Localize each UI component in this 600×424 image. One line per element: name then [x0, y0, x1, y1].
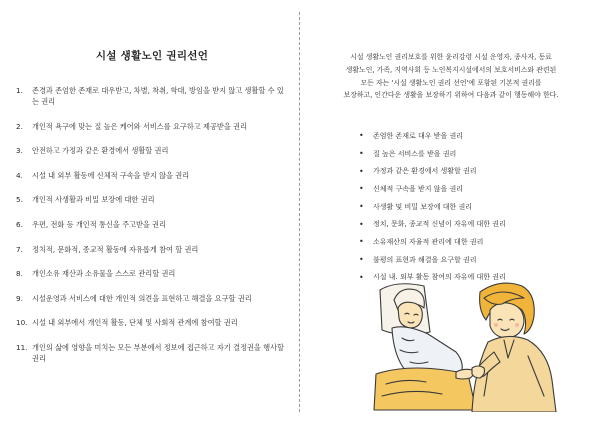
bullet-text: 소유재산의 자율적 관리에 대한 권리 — [373, 237, 484, 246]
intro-line: 보장하고, 인간다운 생활을 보장하기 위하여 다음과 같이 행동해야 한다. — [343, 91, 559, 100]
intro-line: 생활노인, 가족, 지역사회 등 노인복지시설에서의 보호서비스와 관련된 — [345, 65, 557, 74]
item-number: 5. — [16, 195, 23, 205]
item-number: 10. — [16, 318, 28, 328]
list-item — [359, 127, 589, 145]
rights-list — [16, 85, 288, 364]
list-item — [16, 342, 288, 364]
item-number: 1. — [16, 86, 23, 95]
bullet-text: 질 높은 서비스를 받을 권리 — [373, 149, 457, 158]
bullet-text: 정치, 문화, 종교적 신념이 자유에 대한 권리 — [373, 220, 506, 229]
list-item — [359, 145, 589, 163]
item-text: 정치적, 문화적, 종교적 활동에 자유롭게 참여 할 권리 — [32, 244, 199, 254]
list-item — [359, 180, 589, 198]
bullet-text: 가정과 같은 환경에서 생활할 권리 — [373, 167, 477, 176]
intro-line: 모든 자는 '시설 생활노인 권리 선언'에 포함된 기본적 권리를 — [360, 78, 542, 87]
bullet-icon: • — [359, 202, 364, 212]
caregiver-elder-illustration — [372, 276, 564, 412]
bullet-icon: • — [359, 255, 364, 265]
list-item — [16, 219, 288, 230]
intro-line: 시설 생활노인 권리보호를 위한 윤리강령 시설 운영자, 종사자, 동료 — [350, 53, 552, 61]
item-text: 시설 내 외부에서 개인적 활동, 단체 및 사회적 관계에 참여할 권리 — [32, 318, 238, 328]
declaration-title: 시설 생활노인 권리선언 — [95, 50, 209, 62]
list-item — [16, 145, 288, 156]
item-number: 2. — [16, 121, 23, 131]
list-item — [16, 194, 288, 205]
bullet-icon: • — [359, 131, 364, 141]
bullet-text: 시설 내. 외부 활동 참여의 자유에 대한 권리 — [373, 273, 506, 282]
list-item — [16, 170, 288, 181]
ethics-intro — [310, 51, 592, 102]
list-item — [16, 268, 288, 279]
item-text: 개인적 사생활과 비밀 보장에 대한 권리 — [32, 195, 155, 205]
item-text: 개인의 삶에 영향을 미치는 모든 부분에서 정보에 접근하고 자기 결정권을 행사할 권리 — [32, 342, 284, 363]
bullet-text: 불평의 표현과 해결을 요구할 권리 — [373, 255, 477, 264]
list-item — [16, 317, 288, 328]
list-item — [359, 251, 589, 269]
item-number: 7. — [16, 244, 23, 254]
ethics-code-panel — [310, 51, 592, 282]
bullet-text: 존엄한 존재로 대우 받을 권리 — [373, 131, 464, 140]
ethics-bullet-list — [359, 127, 589, 286]
list-item — [16, 293, 288, 304]
bullet-icon: • — [359, 166, 364, 176]
item-text: 개인소유 재산과 소유물을 스스로 관리할 권리 — [32, 269, 176, 279]
bullet-icon: • — [359, 149, 364, 159]
rights-declaration-panel — [16, 48, 288, 378]
page-divider — [299, 12, 300, 412]
item-number: 8. — [16, 269, 23, 279]
item-text: 시설운영과 서비스에 대한 개인적 의견을 표현하고 해결을 요구할 권리 — [32, 293, 252, 303]
item-number: 9. — [16, 293, 23, 303]
item-text: 존경과 존엄한 존재로 대우받고, 차별, 착취, 학대, 방임을 받지 않고 생활할 수 있는 권리 — [32, 86, 284, 106]
bullet-text: 신체적 구속을 받지 않을 권리 — [373, 184, 464, 193]
list-item — [359, 215, 589, 233]
item-text: 시설 내 외부 활동에 신체적 구속을 받지 않을 권리 — [32, 170, 190, 180]
bullet-icon: • — [359, 184, 364, 194]
bullet-text: 사생활 및 비밀 보장에 대한 권리 — [373, 202, 473, 211]
bullet-icon: • — [359, 219, 364, 229]
bullet-icon: • — [359, 272, 364, 282]
item-number: 11. — [16, 342, 28, 352]
list-item — [359, 162, 589, 180]
item-number: 6. — [16, 219, 23, 229]
item-text: 개인적 욕구에 맞는 질 높은 케어와 서비스를 요구하고 제공받을 권리 — [32, 121, 247, 131]
list-item — [16, 244, 288, 255]
list-item — [16, 85, 288, 107]
list-item — [359, 198, 589, 216]
item-number: 3. — [16, 146, 23, 156]
item-text: 안전하고 가정과 같은 환경에서 생활할 권리 — [32, 146, 169, 156]
list-item — [16, 121, 288, 132]
bullet-icon: • — [359, 237, 364, 247]
list-item — [359, 233, 589, 251]
item-number: 4. — [16, 170, 23, 180]
item-text: 우편, 전화 등 개인적 통신을 주고받을 권리 — [32, 219, 167, 229]
